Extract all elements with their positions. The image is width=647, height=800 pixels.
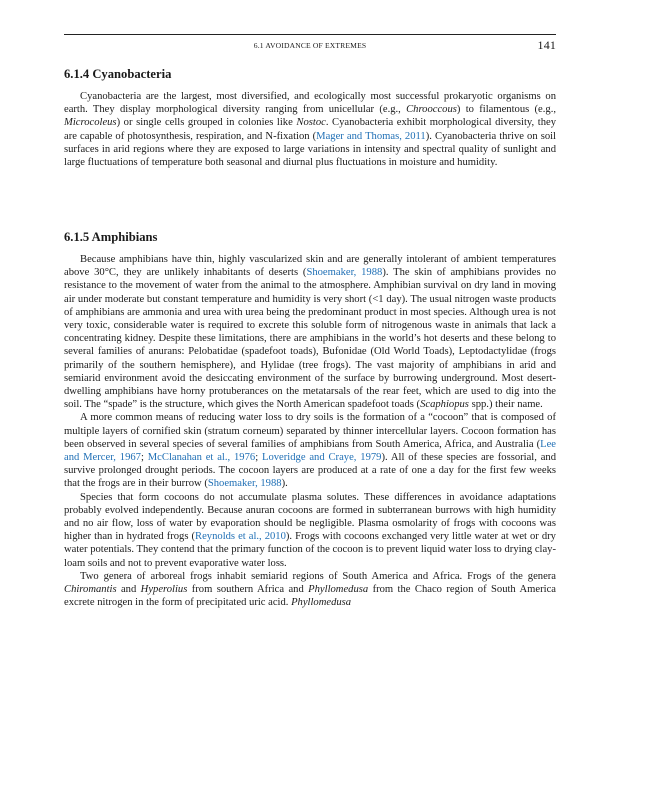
section-heading-amphibians: 6.1.5 Amphibians: [64, 230, 158, 244]
species-name: Microcoleus: [64, 117, 117, 129]
species-name: Phyllomedusa: [308, 584, 369, 596]
citation-link[interactable]: Shoemaker, 1988: [207, 478, 282, 490]
citation-link[interactable]: Loveridge and Craye, 1979: [261, 452, 382, 464]
citation-link[interactable]: Reynolds et al., 2010: [195, 531, 286, 543]
paragraph: A more common means of reducing water loss to dry soils is the formation of a “cocoon” that is composed of multiple layers of cornified skin (stratum corneum) separated by thinner intercellular layers. Cocoon formation has been observed in several species of several families of amphibians from South America, Africa, and Australia (Lee and Mercer, 1967; McClanahan et al., 1976; Loveridge and Craye, 1979). All of these species are fossorial, and survive prolonged drought periods. The cocoon layers are produced at a rate of one a day for the first few weeks that the frogs are in their burrow (Shoemaker, 1988).: [64, 412, 557, 490]
paragraph: Because amphibians have thin, highly vascularized skin and are generally intolerant of ambient temperatures above 30°C, they are unlikely inhabitants of deserts (Shoemaker, 1988). The skin of amphibians provides no resistance to the movement of water from the animal to the atmosphere. Amphibian survival on dry land in moving air under moderate but constant temperature and humidity is very short (<1 day). The usual nitrogen waste products of amphibians are ammonia and urea with urea being the predominant product in most species. Although urea is not very toxic, considerable water is required to excrete this soluble form of nitrogenous waste in animals that lack a concentrating kidney. Despite these limitations, there are amphibians in the world’s hot deserts and these belong to several families of anurans: Pelobatidae (spadefoot toads), Bufonidae (Old World Toads), Leptodactylidae (frogs primarily of the southern hemisphere), and Hylidae (tree frogs). The vast majority of amphibians in arid and semiarid environment avoid the desiccating environment of the surface by burrowing underground. Most desert-dwelling amphibians have horny protuberances on the metatarsals of the rear feet, which are used to dig into the soil. The “spade” is the structure, which gives the North American spadefoot toads (Scaphiopus spp.) their name.: [64, 254, 556, 411]
paragraph: Species that form cocoons do not accumulate plasma solutes. These differences in avoidance adaptations probably evolved independently. Because anuran cocoons are formed in subterranean burrows with high humidity and no air flow, loss of water by evaporation should be negligible. Plasma osmolarity of frogs with cocoons was higher than in hydrated frogs (Reynolds et al., 2010). Frogs with cocoons exchanged very little water at wet or dry water potentials. They contend that the primary function of the cocoon is to prevent liquid water loss to drying clay-loam soils and not to prevent evaporative water loss.: [64, 491, 556, 569]
species-name: Chrooccous: [406, 104, 457, 116]
species-name: Hyperolius: [140, 584, 188, 596]
cyanobacteria-body: [64, 90, 556, 169]
running-header: [64, 39, 556, 53]
citation-link[interactable]: Mager and Thomas, 2011: [316, 130, 426, 142]
citation-link[interactable]: McClanahan et al., 1976: [147, 452, 256, 464]
citation-link[interactable]: Lee and Mercer, 1967: [64, 438, 556, 464]
section-heading-cyanobacteria: 6.1.4 Cyanobacteria: [64, 67, 172, 81]
running-head-title: 6.1 AVOIDANCE OF EXTREMES: [253, 41, 367, 50]
citation-link[interactable]: Shoemaker, 1988: [306, 267, 383, 279]
amphibians-body: [64, 253, 556, 609]
paragraph: Cyanobacteria are the largest, most diversified, and ecologically most successful prokaryotic organisms on earth. They display morphological diversity ranging from unicellular (e.g., Chrooccous) to filamentous (e.g., Microcoleus) or single cells grouped in colonies like Nostoc. Cyanobacteria exhibit morphological diversity, they are capable of photosynthesis, respiration, and N-fixation (Mager and Thomas, 2011). Cyanobacteria thrive on soil surfaces in arid regions where they are exposed to large variations in intensity and spectral quality of sunlight and large fluctuations of temperature both seasonal and diurnal plus fluctuations in moisture and humidity.: [64, 91, 557, 169]
species-name: Chiromantis: [64, 584, 117, 596]
species-name: Nostoc: [296, 117, 326, 129]
header-rule: [64, 34, 556, 35]
paragraph: Two genera of arboreal frogs inhabit semiarid regions of South America and Africa. Frogs of the genera Chiromantis and Hyperolius from southern Africa and Phyllomedusa from the Chaco region of South America excrete nitrogen in the form of precipitated uric acid. Phyllomedusa: [64, 570, 557, 609]
page-number: 141: [537, 38, 556, 52]
species-name: Phyllomedusa: [291, 597, 352, 609]
species-name: Scaphiopus: [420, 399, 469, 411]
